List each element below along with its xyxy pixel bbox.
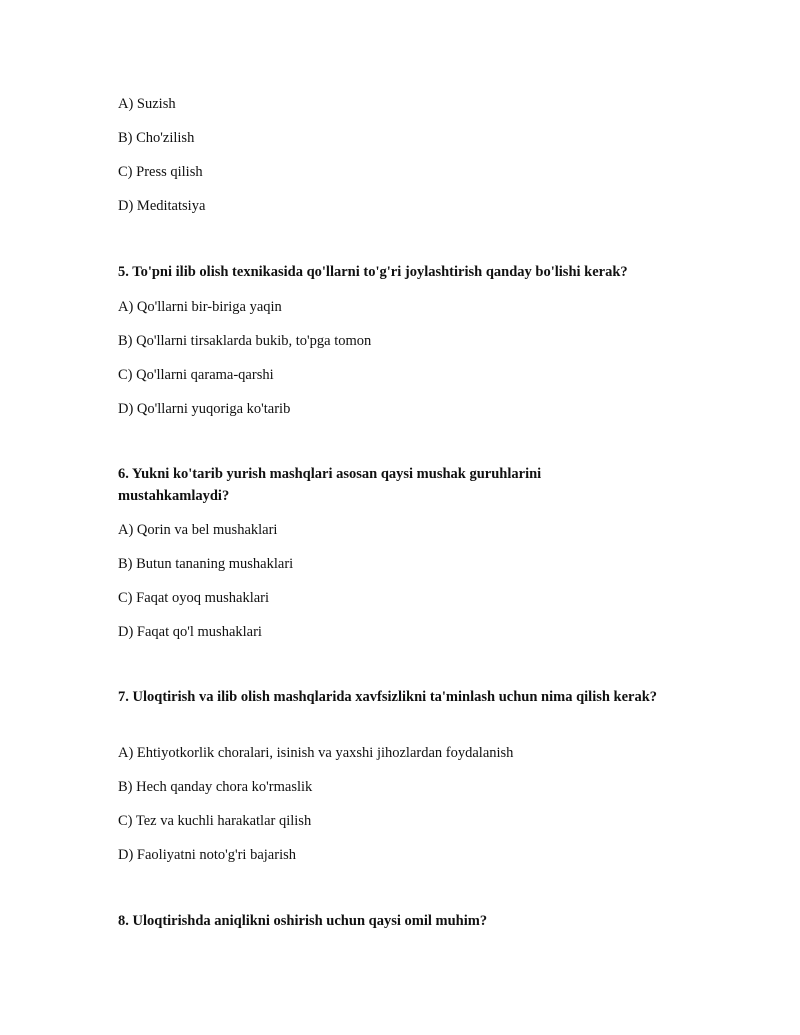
q5-option-d: D) Qo'llarni yuqoriga ko'tarib xyxy=(118,401,291,417)
q6-option-b: B) Butun tananing mushaklari xyxy=(118,556,294,572)
q8-question: 8. Uloqtirishda aniqlikni oshirish uchun qaysi omil muhim? xyxy=(118,913,488,929)
q7-option-c: C) Tez va kuchli harakatlar qilish xyxy=(118,813,312,829)
q6-question: 6. Yukni ko'tarib yurish mashqlari asosan qaysi mushak guruhlarini mustahkamlaydi? xyxy=(118,466,542,504)
q5-option-a: A) Qo'llarni bir-biriga yaqin xyxy=(118,299,282,315)
q7-option-a: A) Ehtiyotkorlik choralari, isinish va yaxshi jihozlardan foydalanish xyxy=(118,745,514,761)
q5-question: 5. To'pni ilib olish texnikasida qo'llarni to'g'ri joylashtirish qanday bo'lishi kerak? xyxy=(118,264,628,280)
q5-option-b: B) Qo'llarni tirsaklarda bukib, to'pga tomon xyxy=(118,333,372,349)
q4-option-d: D) Meditatsiya xyxy=(118,198,206,214)
q4-option-c: C) Press qilish xyxy=(118,164,203,180)
q6-option-a: A) Qorin va bel mushaklari xyxy=(118,522,278,538)
q7-option-d: D) Faoliyatni noto'g'ri bajarish xyxy=(118,847,296,863)
q6-option-c: C) Faqat oyoq mushaklari xyxy=(118,590,270,606)
q4-option-b: B) Cho'zilish xyxy=(118,130,195,146)
q4-option-a: A) Suzish xyxy=(118,96,176,112)
q5-option-c: C) Qo'llarni qarama-qarshi xyxy=(118,367,274,383)
q7-question: 7. Uloqtirish va ilib olish mashqlarida xavfsizlikni ta'minlash uchun nima qilish kerak? xyxy=(118,689,658,705)
q7-option-b: B) Hech qanday chora ko'rmaslik xyxy=(118,779,313,795)
q6-option-d: D) Faqat qo'l mushaklari xyxy=(118,624,262,640)
